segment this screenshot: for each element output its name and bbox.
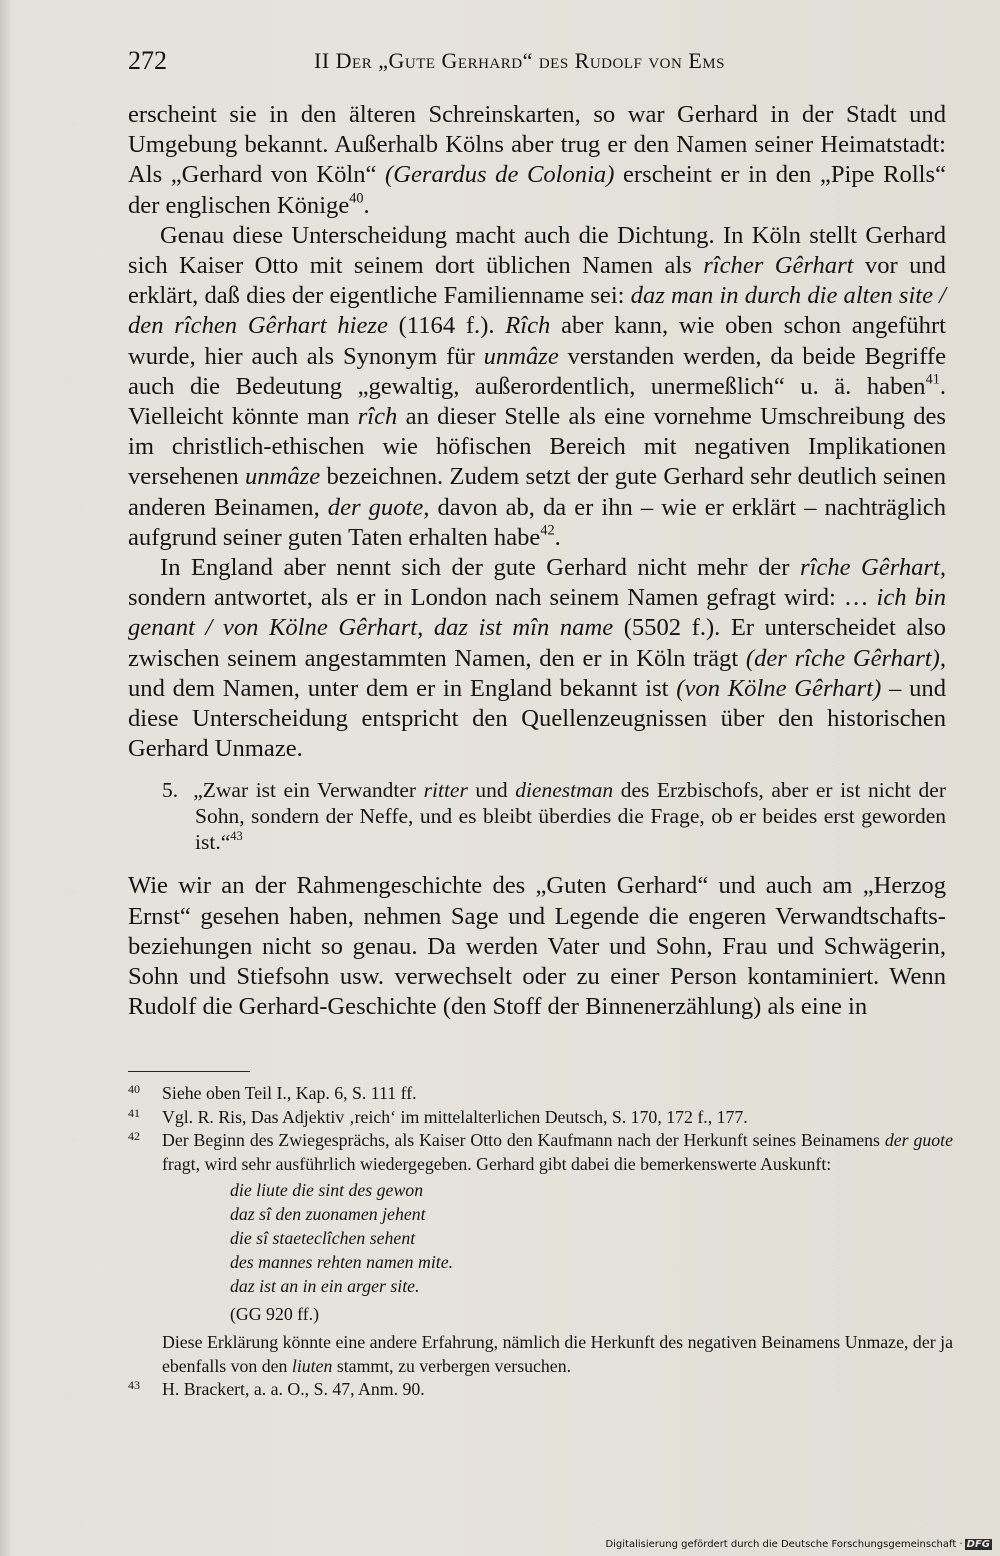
paragraph: Wie wir an der Rahmengeschichte des „Guten Gerhard“ und auch am „Herzog Ernst“ gesehen haben, nehmen Sage und Legende die engeren Verwandtschaftsbeziehungen nicht so genau. Da werden Vater und Sohn, Frau und Schwägerin, Sohn und Stiefsohn usw. verwechselt oder zu einer Person kontaminiert. Wenn Rudolf die Gerhard-Geschichte (den Stoff der Binnenerzählung) als eine in bbox=[128, 872, 946, 1021]
paragraph: In England aber nennt sich der gute Gerhard nicht mehr der rîche Gêrhart, sondern antwortet, als er in London nach seinem Namen gefragt wird: … ich bin genant / von Kölne Gêrhart, daz ist mîn name (5502 f.). Er unterscheidet also zwischen seinem angestammten Namen, den er in Köln trägt (der rîche Gêrhart), und dem Namen, unter dem er in England bekannt ist (von Kölne Gêrhart) – und diese Unterscheidung entspricht den Quellenzeugnissen über den historischen Gerhard Unmaze. bbox=[128, 554, 947, 763]
page-header bbox=[128, 46, 948, 80]
footnote: 42 Der Beginn des Zwiegesprächs, als Kaiser Otto den Kaufmann nach der Herkunft seines Beinamens der guote fragt, wird sehr ausführlich wiedergegeben. Gerhard gibt dabei die bemerkenswerte Auskunft: die liute die sint des gewon daz sî den zuonamen jehent die sî staeteclîchen sehent des mannes rehten namen mite. daz ist an in ein arger site. (GG 920 ff.) Diese Erklärung könnte eine andere Erfahrung, nämlich die Herkunft des negativen Beinamens Unmaze, der ja ebenfalls von den liuten stammt, zu verbergen versuchen. bbox=[128, 1129, 954, 1376]
paragraph: Genau diese Unterscheidung macht auch die Dichtung. In Köln stellt Gerhard sich Kaiser Otto mit seinem dort üblichen Namen als rîcher Gêrhart vor und erklärt, daß dies der eigentliche Familienname sei: daz man in durch die alten site / den rîchen Gêrhart hieze (1164 f.). Rîch aber kann, wie oben schon angeführt wurde, hier auch als Synonym für unmâze verstanden werden, da beide Begriffe auch die Bedeutung „gewaltig, außerordentlich, unermeßlich“ u. ä. haben$^{41}$. Vielleicht könnte man rîch an dieser Stelle als eine vornehme Umschreibung des im christlich-ethischen wie höfischen Bereich mit negativen Implikationen versehenen unmâze bezeichnen. Zudem setzt der gute Gerhard sehr deutlich seinen anderen Beinamen, der guote, davon ab, da er ihn – wie er erklärt – nachträglich aufgrund seiner guten Taten erhalten habe$^{42}$. bbox=[128, 221, 947, 551]
footnote: 43 H. Brackert, a. a. O., S. 47, Anm. 90. bbox=[128, 1378, 425, 1400]
footnote-rule bbox=[128, 1071, 250, 1072]
credit-text: Digitalisierung gefördert durch die Deutsche Forschungsgemeinschaft · bbox=[605, 1539, 963, 1550]
dfg-logo: DFG bbox=[966, 1539, 990, 1550]
footnotes bbox=[128, 1082, 953, 1402]
footnote: 41 Vgl. R. Ris, Das Adjektiv ‚reich‘ im mittelalterlichen Deutsch, S. 170, 172 f., 177. bbox=[128, 1105, 748, 1127]
page-number: 272 bbox=[128, 46, 167, 75]
main-text bbox=[128, 100, 946, 1022]
verse-quote: die liute die sint des gewon daz sî den zuonamen jehent die sî staeteclîchen sehent des mannes rehten namen mite. daz ist an in ein arger site. bbox=[230, 1180, 454, 1297]
numbered-thesis: 5. „Zwar ist ein Verwandter ritter und dienestman des Erzbischofs, aber er ist nicht der Sohn, sondern der Neffe, und es bleibt überdies die Frage, ob er beides erst geworden ist.“$^{43}$ bbox=[162, 778, 947, 855]
paragraph: erscheint sie in den älteren Schreinskarten, so war Gerhard in der Stadt und Umgebung bekannt. Außerhalb Kölns aber trug er den Namen seiner Heimatstadt: Als „Gerhard von Köln“ (Gerardus de Colonia) erscheint er in den „Pipe Rolls“ der englischen Könige$^{40}$. bbox=[128, 101, 946, 219]
digitization-credit bbox=[605, 1539, 992, 1550]
footnote: 40 Siehe oben Teil I., Kap. 6, S. 111 ff. bbox=[128, 1082, 417, 1103]
running-head: II Der „Gute Gerhard“ des Rudolf von Ems bbox=[314, 48, 725, 73]
